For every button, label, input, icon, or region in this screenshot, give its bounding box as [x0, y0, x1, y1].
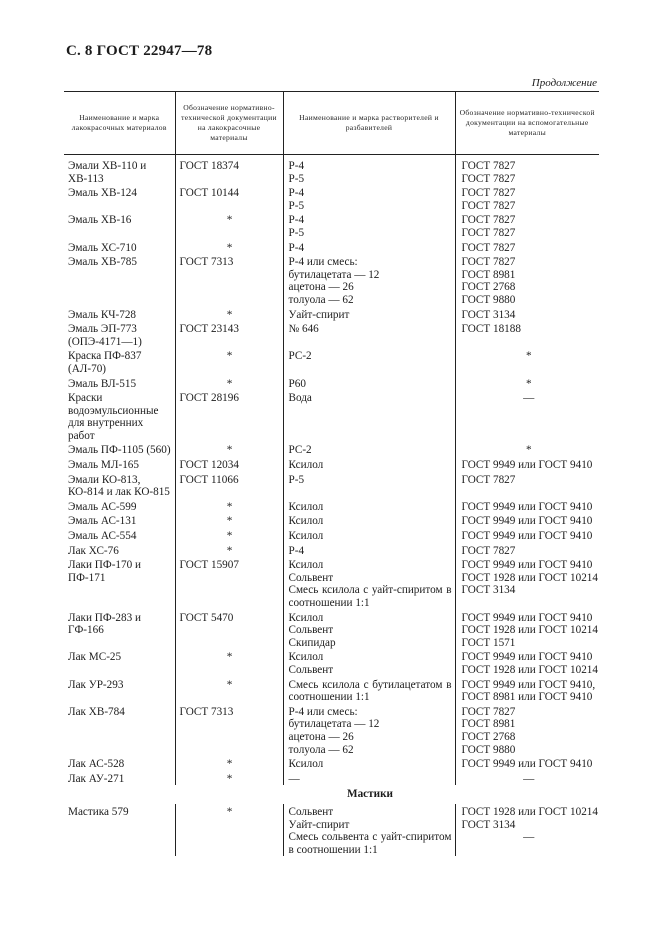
- material-name-cell: [64, 348, 175, 375]
- material-name-cell: [64, 513, 175, 528]
- solvent-cell: [283, 390, 455, 442]
- table-row: [64, 212, 599, 239]
- solvent-name: Р-4 или смесь:: [288, 705, 358, 718]
- solvent-cell: [283, 321, 455, 348]
- column-header-material: Наименование и марка лакокрасочных материалов: [64, 92, 175, 155]
- aux-doc-cell: [455, 457, 599, 472]
- solvent-name: Ксилол: [288, 559, 324, 572]
- aux-doc: ГОСТ 9949 или ГОСТ 9410: [461, 758, 593, 771]
- material-doc: *: [226, 350, 233, 363]
- solvent-name: Сольвент: [288, 571, 334, 584]
- material-name-cell: [64, 771, 175, 786]
- aux-doc: ГОСТ 9880: [461, 293, 516, 306]
- aux-doc: ГОСТ 7827: [461, 705, 516, 718]
- material-doc: *: [226, 308, 233, 321]
- table-row: [64, 771, 599, 786]
- solvent-name: ацетона — 26: [288, 281, 354, 294]
- aux-doc: ГОСТ 3134: [461, 818, 516, 831]
- material-name-cell: [64, 212, 175, 239]
- solvent-name: Сольвент: [288, 805, 334, 818]
- aux-doc-cell: [455, 472, 599, 499]
- solvent-cell: [283, 185, 455, 212]
- aux-doc-cell: [455, 348, 599, 375]
- table-row: [64, 376, 599, 391]
- material-name-cell: [64, 457, 175, 472]
- material-doc-cell: [175, 240, 283, 255]
- solvent-name: Р-4: [288, 187, 305, 200]
- solvent-name: Вода: [288, 392, 312, 405]
- material-name: Эмаль ХВ-785: [68, 256, 137, 269]
- solvent-cell: [283, 610, 455, 650]
- material-name-cell: [64, 499, 175, 514]
- aux-doc: ГОСТ 7827: [461, 214, 516, 227]
- material-doc-cell: [175, 185, 283, 212]
- materials-table: [64, 91, 599, 856]
- material-name-cell: [64, 557, 175, 609]
- material-doc: *: [226, 444, 233, 457]
- material-doc: ГОСТ 28196: [179, 392, 239, 405]
- solvent-cell: [283, 442, 455, 457]
- material-doc: *: [226, 530, 233, 543]
- aux-doc-cell: [455, 240, 599, 255]
- solvent-name: Ксилол: [288, 758, 324, 771]
- solvent-cell: [283, 348, 455, 375]
- table-row: [64, 321, 599, 348]
- material-name-cell: [64, 704, 175, 756]
- aux-doc-cell: [455, 771, 599, 786]
- solvent-name: Р-5: [288, 199, 305, 212]
- material-name-cell: [64, 756, 175, 771]
- aux-doc: ГОСТ 2768: [461, 281, 516, 294]
- solvent-name: ацетона — 26: [288, 730, 354, 743]
- material-name-cell: [64, 185, 175, 212]
- solvent-name: Сольвент: [288, 624, 334, 637]
- material-doc-cell: [175, 499, 283, 514]
- aux-doc-cell: [455, 185, 599, 212]
- solvent-name: Смесь ксилола с бутилацетатом в соотношении 1:1: [288, 678, 452, 704]
- table-row: [64, 307, 599, 322]
- material-doc: ГОСТ 12034: [179, 459, 239, 472]
- column-header-solvent: Наименование и марка растворителей и разбавителей: [283, 92, 455, 155]
- aux-doc-cell: [455, 321, 599, 348]
- aux-doc: ГОСТ 3134: [461, 584, 516, 597]
- solvent-cell: [283, 240, 455, 255]
- aux-doc: ГОСТ 8981: [461, 718, 516, 731]
- material-name: Эмаль ХС-710: [68, 241, 137, 254]
- material-doc-cell: [175, 610, 283, 650]
- solvent-name: Р-4: [288, 214, 305, 227]
- material-name-cell: [64, 610, 175, 650]
- material-doc-cell: [175, 677, 283, 704]
- solvent-name: РС-2: [288, 444, 312, 457]
- material-doc: *: [226, 241, 233, 254]
- aux-doc-cell: [455, 499, 599, 514]
- aux-doc-cell: [455, 390, 599, 442]
- material-doc-cell: [175, 212, 283, 239]
- material-doc: *: [226, 772, 233, 785]
- material-doc: ГОСТ 11066: [179, 473, 239, 486]
- material-name: Лак АС-528: [68, 758, 125, 771]
- material-name: Лаки ПФ-283 и: [68, 611, 141, 624]
- aux-doc-cell: [455, 254, 599, 306]
- aux-doc: ГОСТ 9949 или ГОСТ 9410: [461, 515, 593, 528]
- continued-label: Продолжение: [531, 77, 597, 89]
- solvent-name: РС-2: [288, 350, 312, 363]
- aux-doc: ГОСТ 9949 или ГОСТ 9410,: [461, 678, 596, 691]
- aux-doc-cell: [455, 376, 599, 391]
- material-doc-cell: [175, 348, 283, 375]
- table-row: [64, 610, 599, 650]
- material-doc-cell: [175, 155, 283, 186]
- table-row: [64, 513, 599, 528]
- aux-doc: ГОСТ 8981 или ГОСТ 9410: [461, 691, 593, 704]
- material-name: Эмаль АС-599: [68, 500, 137, 513]
- solvent-name: № 646: [288, 323, 319, 336]
- material-name-cell: [64, 321, 175, 348]
- solvent-name: толуола — 62: [288, 293, 354, 306]
- aux-doc: ГОСТ 1928 или ГОСТ 10214: [461, 571, 598, 584]
- solvent-cell: [283, 376, 455, 391]
- material-name: ПФ-171: [68, 571, 106, 584]
- material-name: Лак АУ-271: [68, 772, 125, 785]
- material-doc: *: [226, 678, 233, 691]
- material-name-cell: [64, 804, 175, 856]
- aux-doc: ГОСТ 7827: [461, 473, 516, 486]
- material-doc: ГОСТ 23143: [179, 323, 239, 336]
- table-row: [64, 442, 599, 457]
- aux-doc: ГОСТ 9949 или ГОСТ 9410: [461, 611, 593, 624]
- solvent-name: Р-4: [288, 160, 305, 172]
- aux-doc-cell: [455, 756, 599, 771]
- aux-doc-cell: [455, 212, 599, 239]
- aux-doc: ГОСТ 1571: [461, 636, 516, 649]
- table-row: [64, 528, 599, 543]
- material-name: Эмаль АС-131: [68, 515, 137, 528]
- material-name: Эмаль ПФ-1105 (560): [68, 444, 171, 457]
- solvent-cell: [283, 649, 455, 676]
- aux-doc-cell: [455, 442, 599, 457]
- table-row: [64, 240, 599, 255]
- material-name-cell: [64, 677, 175, 704]
- table-row: [64, 457, 599, 472]
- aux-doc: ГОСТ 9880: [461, 743, 516, 756]
- solvent-name: Р-4: [288, 241, 305, 254]
- material-doc: ГОСТ 7313: [179, 256, 234, 269]
- solvent-name: бутилацетата — 12: [288, 268, 380, 281]
- aux-doc: ГОСТ 7827: [461, 160, 516, 172]
- material-name: Лак ХВ-784: [68, 705, 125, 718]
- aux-doc: *: [525, 444, 532, 457]
- material-doc-cell: [175, 457, 283, 472]
- material-doc-cell: [175, 321, 283, 348]
- aux-doc: ГОСТ 1928 или ГОСТ 10214: [461, 805, 598, 818]
- solvent-name: —: [288, 772, 300, 785]
- solvent-cell: [283, 212, 455, 239]
- aux-doc: *: [525, 377, 532, 390]
- solvent-name: Ксилол: [288, 500, 324, 513]
- material-name-cell: [64, 543, 175, 558]
- solvent-cell: [283, 254, 455, 306]
- table-row: [64, 472, 599, 499]
- material-name: Мастика 579: [68, 805, 129, 818]
- material-doc-cell: [175, 376, 283, 391]
- material-name-cell: [64, 254, 175, 306]
- solvent-cell: [283, 704, 455, 756]
- table-row: [64, 185, 599, 212]
- solvent-name: Сольвент: [288, 663, 334, 676]
- aux-doc: ГОСТ 3134: [461, 308, 516, 321]
- material-doc-cell: [175, 557, 283, 609]
- material-name: (АЛ-70): [68, 362, 107, 375]
- section-row: [64, 785, 599, 804]
- solvent-cell: [283, 756, 455, 771]
- table-row: [64, 557, 599, 609]
- aux-doc: ГОСТ 1928 или ГОСТ 10214: [461, 663, 598, 676]
- solvent-cell: [283, 513, 455, 528]
- material-name: Лак УР-293: [68, 678, 124, 691]
- material-name-cell: [64, 472, 175, 499]
- aux-doc: ГОСТ 7827: [461, 241, 516, 254]
- aux-doc: ГОСТ 7827: [461, 187, 516, 200]
- solvent-name: Уайт-спирит: [288, 818, 350, 831]
- material-name: Эмаль ВЛ-515: [68, 377, 137, 390]
- solvent-cell: [283, 771, 455, 786]
- material-name: Эмаль ХВ-16: [68, 214, 132, 227]
- material-name-cell: [64, 528, 175, 543]
- solvent-name: Р-5: [288, 172, 305, 185]
- material-doc: *: [226, 758, 233, 771]
- table-row: [64, 390, 599, 442]
- table-row: [64, 155, 599, 186]
- solvent-cell: [283, 155, 455, 186]
- aux-doc: ГОСТ 9949 или ГОСТ 9410: [461, 559, 593, 572]
- table-row: [64, 704, 599, 756]
- aux-doc-cell: [455, 557, 599, 609]
- material-name: Эмаль ЭП-773: [68, 323, 137, 336]
- material-doc: ГОСТ 10144: [179, 187, 239, 200]
- solvent-name: Ксилол: [288, 459, 324, 472]
- solvent-name: Ксилол: [288, 651, 324, 664]
- aux-doc: ГОСТ 7827: [461, 172, 516, 185]
- material-doc: ГОСТ 5470: [179, 611, 234, 624]
- aux-doc-cell: [455, 543, 599, 558]
- aux-doc: ГОСТ 18188: [461, 323, 521, 336]
- solvent-cell: [283, 677, 455, 704]
- solvent-cell: [283, 528, 455, 543]
- solvent-cell: [283, 499, 455, 514]
- material-doc: ГОСТ 15907: [179, 559, 239, 572]
- aux-doc-cell: [455, 610, 599, 650]
- aux-doc: ГОСТ 9949 или ГОСТ 9410: [461, 459, 593, 472]
- table-row: [64, 804, 599, 856]
- aux-doc: ГОСТ 9949 или ГОСТ 9410: [461, 530, 593, 543]
- material-doc-cell: [175, 528, 283, 543]
- aux-doc-cell: [455, 649, 599, 676]
- material-doc-cell: [175, 254, 283, 306]
- table-row: [64, 649, 599, 676]
- material-doc: ГОСТ 18374: [179, 160, 239, 172]
- material-name: (ОПЭ-4171—1): [68, 335, 142, 348]
- material-doc: *: [226, 544, 233, 557]
- aux-doc: —: [523, 772, 535, 785]
- aux-doc-cell: [455, 677, 599, 704]
- material-name-cell: [64, 155, 175, 186]
- material-name-cell: [64, 649, 175, 676]
- aux-doc-cell: [455, 155, 599, 186]
- solvent-cell: [283, 307, 455, 322]
- aux-doc-cell: [455, 804, 599, 856]
- material-name: Краска ПФ-837: [68, 350, 142, 363]
- material-doc-cell: [175, 804, 283, 856]
- material-name: Лак МС-25: [68, 651, 122, 664]
- aux-doc: ГОСТ 8981: [461, 268, 516, 281]
- material-doc: *: [226, 214, 233, 227]
- section-spacer: [455, 785, 599, 804]
- aux-doc: ГОСТ 7827: [461, 256, 516, 269]
- solvent-cell: [283, 557, 455, 609]
- aux-doc-cell: [455, 528, 599, 543]
- material-doc-cell: [175, 756, 283, 771]
- material-name: Эмаль АС-554: [68, 530, 137, 543]
- aux-doc: ГОСТ 1928 или ГОСТ 10214: [461, 624, 598, 637]
- material-name: Краски водоэмульсионные для внутренних работ: [68, 392, 159, 442]
- solvent-name: Ксилол: [288, 515, 324, 528]
- solvent-name: Скипидар: [288, 636, 336, 649]
- table-row: [64, 348, 599, 375]
- aux-doc-cell: [455, 513, 599, 528]
- aux-doc: —: [523, 831, 535, 844]
- material-name: ГФ-166: [68, 624, 104, 637]
- material-name: Эмаль МЛ-165: [68, 459, 139, 472]
- material-doc-cell: [175, 442, 283, 457]
- solvent-name: Р-4 или смесь:: [288, 256, 358, 269]
- section-spacer: [64, 785, 175, 804]
- table-row: [64, 756, 599, 771]
- material-name-cell: [64, 390, 175, 442]
- material-name-cell: [64, 307, 175, 322]
- aux-doc: —: [523, 392, 535, 405]
- material-name: Лаки ПФ-170 и: [68, 559, 141, 572]
- solvent-cell: [283, 543, 455, 558]
- material-doc: *: [226, 515, 233, 528]
- material-doc-cell: [175, 771, 283, 786]
- material-doc-cell: [175, 472, 283, 499]
- material-name: Эмаль КЧ-728: [68, 308, 137, 321]
- column-header-aux-doc: Обозначение нормативно-технической документации на вспомогательные материалы: [455, 92, 599, 155]
- material-name: Лак ХС-76: [68, 544, 119, 557]
- solvent-cell: [283, 457, 455, 472]
- material-name: Эмаль ХВ-124: [68, 187, 137, 200]
- solvent-name: Смесь ксилола с уайт-спиритом в соотношении 1:1: [288, 584, 452, 609]
- table-header-row: [64, 92, 599, 155]
- material-doc: *: [226, 377, 233, 390]
- solvent-cell: [283, 472, 455, 499]
- solvent-name: Ксилол: [288, 530, 324, 543]
- solvent-name: толуола — 62: [288, 743, 354, 756]
- material-name-cell: [64, 376, 175, 391]
- table-row: [64, 499, 599, 514]
- material-name: Эмали ХВ-110 и ХВ-113: [68, 160, 147, 185]
- solvent-name: Р-4: [288, 544, 305, 557]
- table-row: [64, 254, 599, 306]
- material-doc-cell: [175, 307, 283, 322]
- page-header: С. 8 ГОСТ 22947—78: [66, 43, 213, 59]
- solvent-name: Р-5: [288, 473, 305, 486]
- aux-doc: ГОСТ 9949 или ГОСТ 9410: [461, 500, 593, 513]
- material-name-cell: [64, 442, 175, 457]
- material-doc-cell: [175, 390, 283, 442]
- aux-doc: ГОСТ 7827: [461, 226, 516, 239]
- material-doc-cell: [175, 543, 283, 558]
- solvent-name: Ксилол: [288, 611, 324, 624]
- solvent-name: Р60: [288, 377, 306, 390]
- material-doc-cell: [175, 513, 283, 528]
- material-name-cell: [64, 240, 175, 255]
- column-header-material-doc: Обозначение нормативно-технической документации на лакокрасочные материалы: [175, 92, 283, 155]
- aux-doc: ГОСТ 7827: [461, 544, 516, 557]
- solvent-name: Смесь сольвента с уайт-спиритом в соотношении 1:1: [288, 831, 452, 856]
- table-row: [64, 677, 599, 704]
- material-doc: ГОСТ 7313: [179, 705, 234, 718]
- aux-doc-cell: [455, 307, 599, 322]
- aux-doc: ГОСТ 2768: [461, 730, 516, 743]
- table-row: [64, 543, 599, 558]
- aux-doc-cell: [455, 704, 599, 756]
- aux-doc: *: [525, 350, 532, 363]
- material-doc-cell: [175, 704, 283, 756]
- solvent-name: бутилацетата — 12: [288, 718, 380, 731]
- solvent-name: Уайт-спирит: [288, 308, 350, 321]
- material-doc: *: [226, 651, 233, 664]
- solvent-cell: [283, 804, 455, 856]
- aux-doc: ГОСТ 9949 или ГОСТ 9410: [461, 651, 593, 664]
- material-doc: *: [226, 805, 233, 818]
- material-name: Эмали КО-813, КО-814 и лак КО-815: [68, 473, 170, 499]
- material-doc: *: [226, 500, 233, 513]
- section-spacer: [175, 785, 283, 804]
- solvent-name: Р-5: [288, 226, 305, 239]
- section-title: Мастики: [347, 788, 393, 801]
- aux-doc: ГОСТ 7827: [461, 199, 516, 212]
- material-doc-cell: [175, 649, 283, 676]
